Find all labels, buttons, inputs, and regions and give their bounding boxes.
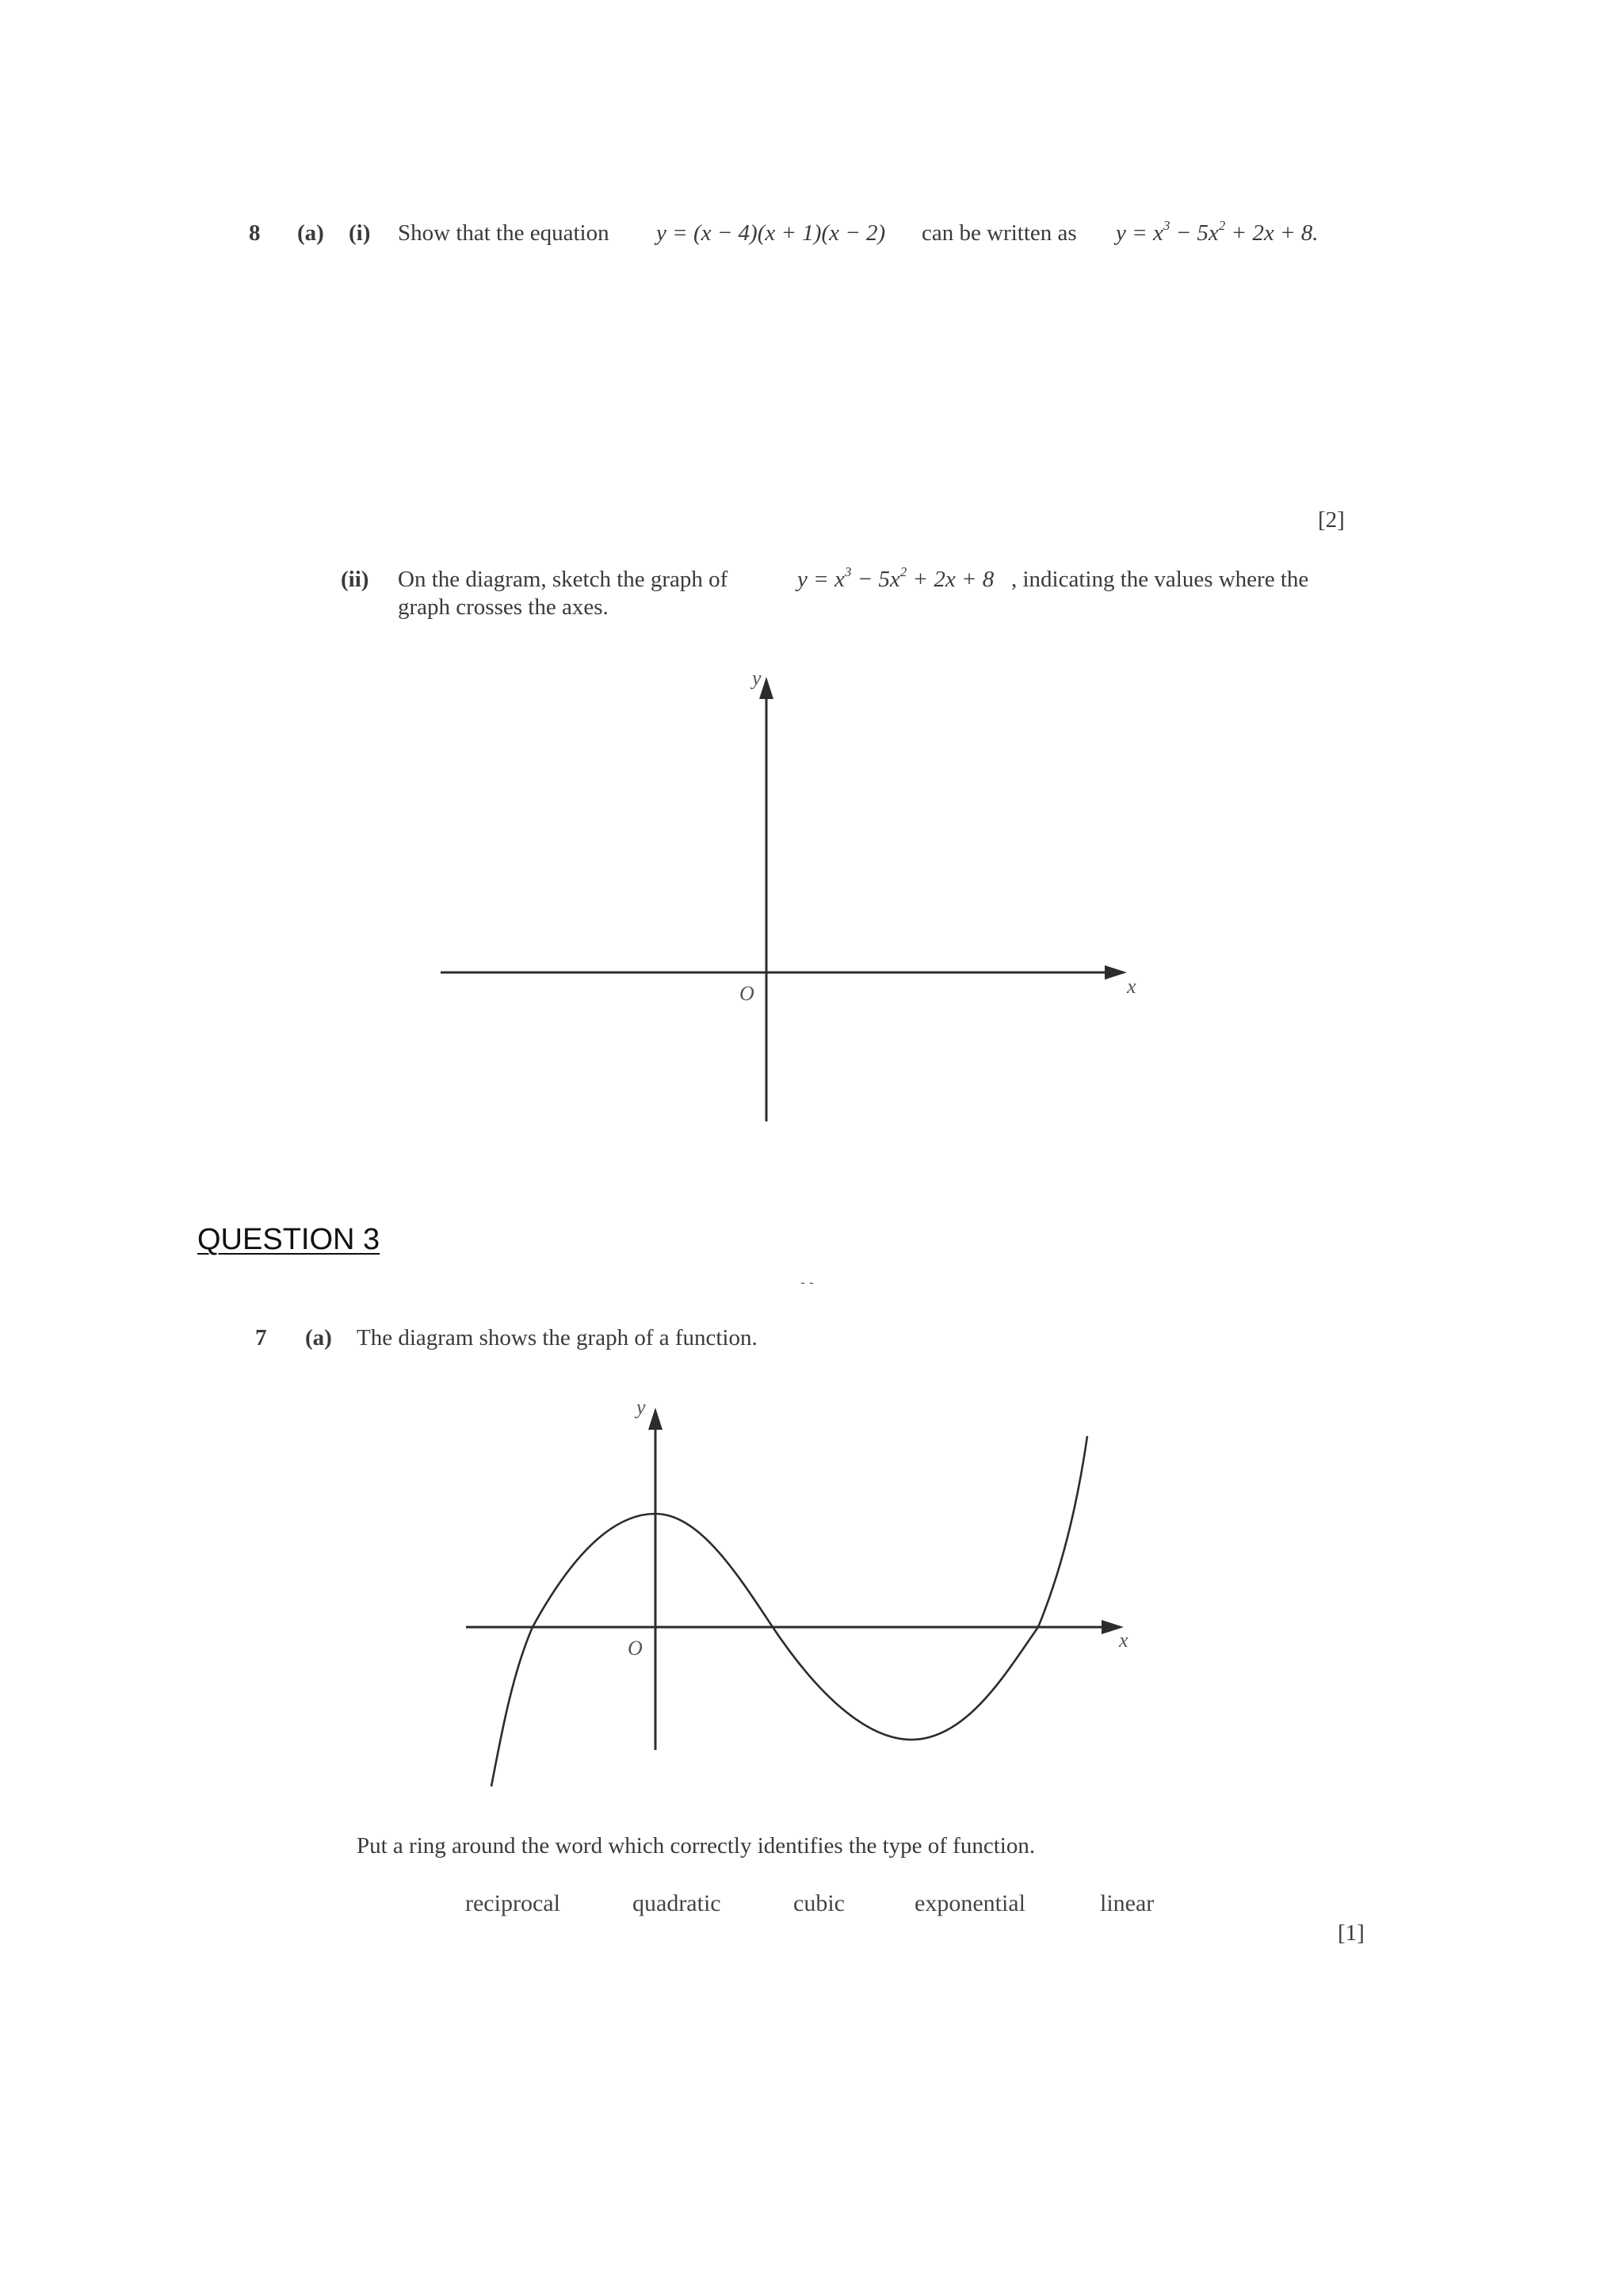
x-axis-label: x xyxy=(1127,975,1136,998)
cubic-curve xyxy=(491,1436,1087,1786)
instruction-text: can be written as xyxy=(922,220,1077,246)
y-axis-label: y xyxy=(636,1396,646,1419)
marks-label: [1] xyxy=(1338,1920,1365,1946)
instruction-text: Put a ring around the word which correctly identifies the type of function. xyxy=(357,1833,1036,1859)
part-ii-label: (ii) xyxy=(341,567,369,592)
option-cubic[interactable]: cubic xyxy=(793,1890,845,1916)
question-number: 8 xyxy=(249,220,261,246)
instruction-text: , indicating the values where the xyxy=(1011,567,1309,592)
origin-label: O xyxy=(739,982,754,1005)
origin-label: O xyxy=(628,1637,643,1660)
instruction-text: Show that the equation xyxy=(398,220,609,246)
factored-equation: y = (x − 4)(x + 1)(x − 2) xyxy=(656,220,886,246)
y-axis-label: y xyxy=(752,667,762,690)
dashes-mark: - - xyxy=(800,1274,814,1290)
part-a-label: (a) xyxy=(305,1325,332,1350)
instruction-text: On the diagram, sketch the graph of xyxy=(398,567,728,592)
expanded-equation: $y = x^3 - 5x^2 + 2x + 8$. xyxy=(1116,218,1319,246)
option-reciprocal[interactable]: reciprocal xyxy=(465,1890,560,1916)
marks-label: [2] xyxy=(1318,507,1345,533)
x-axis-label: x xyxy=(1119,1629,1128,1652)
option-quadratic[interactable]: quadratic xyxy=(632,1890,721,1916)
part-i-label: (i) xyxy=(349,220,371,246)
y-axis-arrow-icon xyxy=(648,1408,663,1430)
question-text: The diagram shows the graph of a function. xyxy=(357,1325,758,1350)
section-heading: QUESTION 3 xyxy=(197,1223,380,1256)
option-linear[interactable]: linear xyxy=(1100,1890,1155,1916)
question-number: 7 xyxy=(255,1325,267,1350)
instruction-text: graph crosses the axes. xyxy=(398,594,609,620)
option-exponential[interactable]: exponential xyxy=(915,1890,1025,1916)
part-a-label: (a) xyxy=(297,220,324,246)
cubic-expression: $y = x^3 - 5x^2 + 2x + 8$ xyxy=(797,564,995,592)
